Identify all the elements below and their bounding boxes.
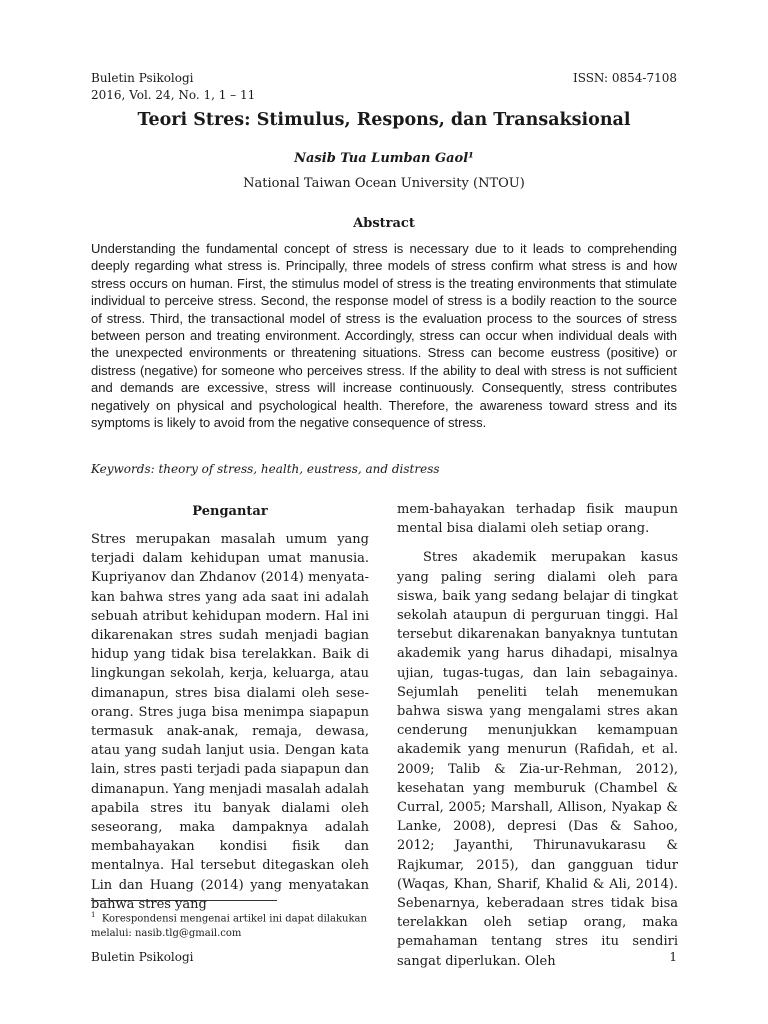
- footer-journal: Buletin Psikologi: [91, 950, 194, 964]
- running-footer: [91, 950, 677, 964]
- author-affiliation: National Taiwan Ocean University (NTOU): [243, 176, 525, 191]
- header-journal: Buletin Psikologi: [91, 71, 194, 85]
- section-heading: Pengantar: [192, 504, 268, 519]
- paper-title: Teori Stres: Stimulus, Respons, dan Transaksional: [137, 110, 631, 130]
- footnote: [91, 908, 373, 941]
- left-column: [91, 530, 369, 914]
- abstract-heading: Abstract: [353, 216, 415, 231]
- right-column: [397, 500, 678, 971]
- body-paragraph: Stres merupakan masalah umum yang terjadi dalam kehidupan umat manusia. Kupriyanov dan Zhdanov (2014) menyatakan bahwa stres yang ada saat ini adalah sebuah atribut kehidupan modern. Hal ini dikarenakan stres sudah menjadi bagian hidup yang tidak bisa terelakkan. Baik di lingkungan sekolah, kerja, keluarga, atau dimanapun, stres bisa dialami oleh seseorang. Stres juga bisa menimpa siapapun termasuk anak-anak, remaja, dewasa, atau yang sudah lanjut usia. Dengan kata lain, stres pasti terjadi pada siapapun dan dimanapun. Yang menjadi masalah adalah apabila stres itu banyak dialami oleh seseorang, maka dampaknya adalah membahayakan kondisi fisik dan mentalnya. Hal tersebut ditegaskan oleh Lin dan Huang (2014) yang menyatakan bahwa stres yang: [91, 532, 369, 912]
- page-number: 1: [669, 950, 677, 964]
- body-paragraph: Stres akademik merupakan kasus yang paling sering dialami oleh para siswa, baik yang sedang belajar di tingkat sekolah ataupun di perguruan tinggi. Hal tersebut dikarenakan banyaknya tuntutan akademik yang harus dihadapi, misalnya ujian, tugas-tugas, dan lain sebagainya. Sejumlah peneliti telah menemukan bahwa siswa yang mengalami stres akan cenderung menunjukkan kemampuan akademik yang menurun (Rafidah, et al. 2009; Talib & Zia-ur-Rehman, 2012), kesehatan yang memburuk (Chambel & Curral, 2005; Marshall, Allison, Nyakap & Lanke, 2008), depresi (Das & Sahoo, 2012; Jayanthi, Thirunavukarasu & Rajkumar, 2015), dan gangguan tidur (Waqas, Khan, Sharif, Khalid & Ali, 2014). Sebenarnya, keberadaan stres tidak bisa terelakkan oleh setiap orang, maka pemahaman tentang stres itu sendiri sangat diperlukan. Oleh: [397, 550, 678, 969]
- body-paragraph: mem-bahayakan terhadap fisik maupun mental bisa dialami oleh setiap orang.: [397, 502, 678, 537]
- footnote-text: Korespondensi mengenai artikel ini dapat dilakukan melalui: nasib.tlg@gmail.com: [91, 913, 367, 940]
- abstract-body: Understanding the fundamental concept of stress is necessary due to it leads to comprehending deeply regarding what stress is. Principally, three models of stress confirm what stress is and how stress occurs on human. First, the stimulus model of stress is the treating environments that stimulate individual to perceive stress. Second, the response model of stress is a bodily reaction to the source of stress. Third, the transactional model of stress is the evaluation process to the sources of stress between person and treating environment. Accordingly, stress can occur when individual deals with the unexpected environments or threatening situations. Stress can become eustress (positive) or distress (negative) for someone who perceives stress. If the ability to deal with stress is not sufficient and demands are excessive, stress will increase continuously. Consequently, stress contributes negatively on physical and psychological health. Therefore, the awareness toward stress and its symptoms is likely to avoid from the negative consequence of stress.: [91, 241, 677, 431]
- header-issn: ISSN: 0854-7108: [572, 71, 677, 85]
- footnote-marker: 1: [91, 911, 96, 919]
- keywords: Keywords: theory of stress, health, eustress, and distress: [91, 462, 440, 476]
- header-volume: 2016, Vol. 24, No. 1, 1 – 11: [91, 88, 256, 102]
- footnote-divider: [91, 900, 277, 901]
- running-header: [91, 70, 677, 104]
- author-name: Nasib Tua Lumban Gaol¹: [294, 151, 474, 166]
